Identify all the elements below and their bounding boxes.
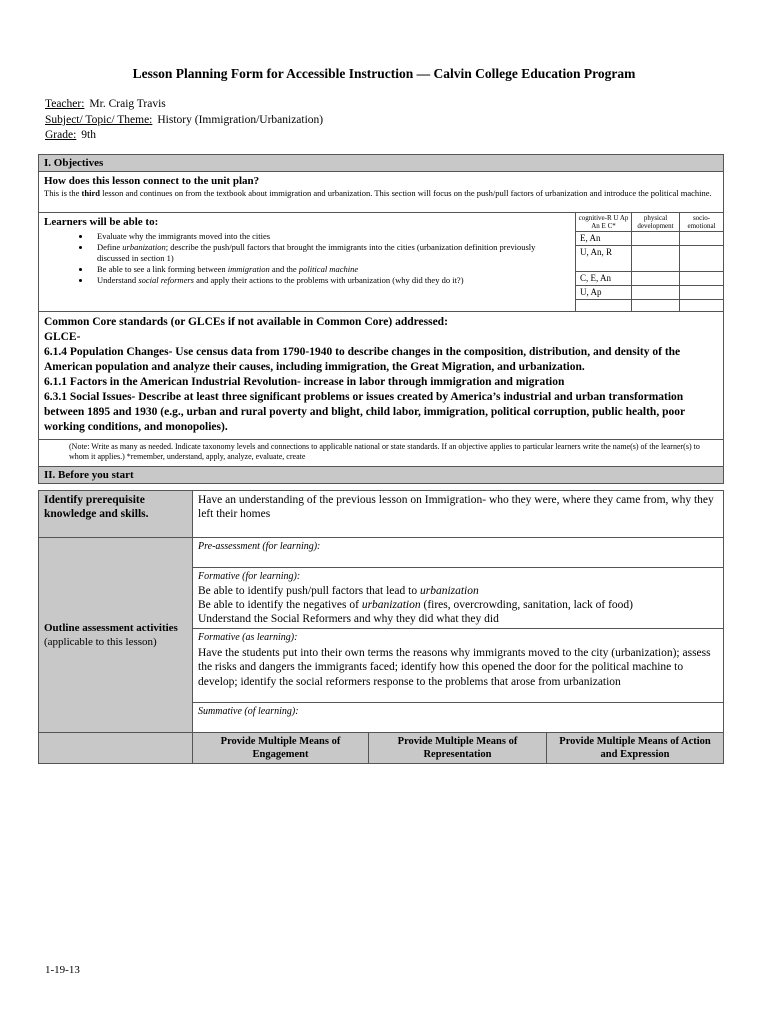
taxonomy-cell: E, An [576,232,632,246]
outline-sub: (applicable to this lesson) [44,636,157,648]
summative-cell [193,703,724,733]
pre-assessment-cell [193,538,724,568]
standards-cell [39,312,724,440]
unit-connection-cell [39,172,724,213]
objectives-note: (Note: Write as many as needed. Indicate taxonomy levels and connections to applicable national or state standards. If an objective applies to particular learners write the name(s) of the learner(s) to whom it applies.) *remember, understand, apply, analyze, evaluate, create [39,440,724,467]
col-physical-header: physical development [632,213,680,232]
before-table [38,490,724,764]
unit-connection-answer: This is the third lesson and continues on from the textbook about immigration and urbanization. This section will focus on the push/pull factors of urbanization and introduce the political machine. [44,188,712,198]
means-action-header: Provide Multiple Means of Action and Expression [547,733,724,764]
standard-item: 6.3.1 Social Issues- Describe at least three significant problems or issues created by America’s industrial and urban transformation between 1895 and 1930 (e.g., urban and rural poverty and blight, child labor, immigration, political corruption, public health, poor working conditions, and monopolies). [44,391,685,433]
col-socio-header: socio-emotional [680,213,724,232]
standards-label: Common Core standards (or GLCEs if not available in Common Core) addressed: [44,316,448,328]
page-title: Lesson Planning Form for Accessible Instruction — Calvin College Education Program [132,66,636,81]
prereq-label: Identify prerequisite knowledge and skills. [39,491,193,538]
outline-assessment-cell [39,538,193,733]
formative-for-label: Formative (for learning): [198,571,301,582]
pre-assessment-label: Pre-assessment (for learning): [198,541,321,552]
formative-for-line: Be able to identify push/pull factors that lead to urbanization [198,585,479,597]
subject-label: Subject/ Topic/ Theme: [45,114,153,126]
unit-connection-question: How does this lesson connect to the unit plan? [44,175,260,187]
summative-label: Summative (of learning): [198,706,299,717]
objective-item: • Understand social reformers and apply their actions to the problems with urbanization (why did they do it?) [91,275,570,286]
objectives-header: I. Objectives [39,155,724,172]
formative-for-line: Understand the Social Reformers and why they did what they did [198,613,499,625]
objective-item: • Evaluate why the immigrants moved into the cities [91,231,570,242]
formative-as-text: Have the students put into their own terms the reasons why immigrants moved to the city (urbanization); assess the risks and dangers the immigrants faced; identify how this opened the door for the political machine to develop; identify the social reformers response to the problems that arose from urbanization [198,646,711,688]
grade-value: 9th [81,129,96,141]
formative-as-label: Formative (as learning): [198,632,298,643]
formative-as-cell [193,629,724,703]
grade-label: Grade: [45,129,77,141]
means-engagement-header: Provide Multiple Means of Engagement [193,733,369,764]
prereq-value: Have an understanding of the previous lesson on Immigration- who they were, where they came from, why they left their homes [193,491,724,538]
col-cognitive-header: cognitive-R U Ap An E C* [576,213,632,232]
grade-line [45,127,96,143]
footer-date: 1-19-13 [45,964,80,976]
learners-label: Learners will be able to: [44,216,159,228]
outline-label: Outline assessment activities [44,622,178,634]
taxonomy-cell: U, Ap [576,286,632,300]
standard-item: 6.1.4 Population Changes- Use census data from 1790-1940 to describe changes in the composition, distribution, and density of the American population and analyze their causes, including immigration, the Great Migration, and urbanization. [44,346,681,373]
learners-cell [39,213,576,312]
objective-item: • Be able to see a link forming between immigration and the political machine [91,264,570,275]
teacher-value: Mr. Craig Travis [89,98,166,110]
formative-for-line: Be able to identify the negatives of urbanization (fires, overcrowding, sanitation, lack of food) [198,599,633,611]
taxonomy-cell: C, E, An [576,272,632,286]
objectives-table [38,154,724,484]
standard-item: 6.1.1 Factors in the American Industrial Revolution- increase in labor through immigration and migration [44,376,565,388]
means-representation-header: Provide Multiple Means of Representation [369,733,547,764]
subject-value: History (Immigration/Urbanization) [157,114,324,126]
teacher-label: Teacher: [45,98,85,110]
means-blank-cell [39,733,193,764]
formative-for-cell [193,568,724,629]
teacher-line [45,96,166,112]
subject-line [45,112,323,128]
objective-list [44,231,570,286]
glce-label: GLCE- [44,331,81,343]
taxonomy-cell: U, An, R [576,246,632,272]
before-header: II. Before you start [39,467,724,484]
objective-item: • Define urbanization; describe the push/pull factors that brought the immigrants into the cities (urbanization definition previously discussed in section 1) [91,242,570,264]
